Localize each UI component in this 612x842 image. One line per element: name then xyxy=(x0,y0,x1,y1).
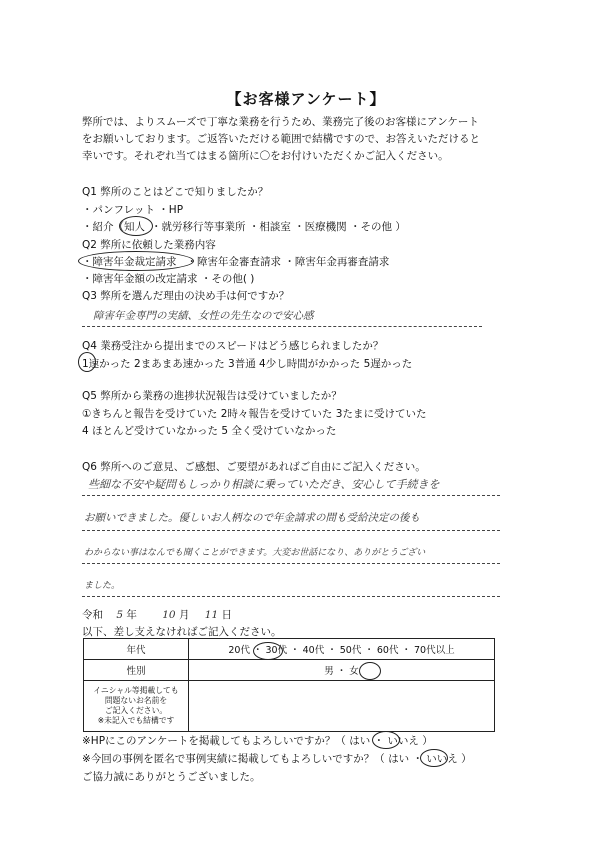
intro-line-3: 幸いです。それぞれ当てはまる箇所に〇をお付けいただくかご記入ください。 xyxy=(82,150,449,162)
hp-consent-question[interactable]: ※HPにこのアンケートを掲載してもよろしいですか？（ はい ・ いいえ ） xyxy=(82,735,433,747)
q6-answer-line-1[interactable]: 些細な不安や疑問もしっかり相談に乗っていただき、安心して手続きを xyxy=(88,478,440,491)
q4-selection-circle xyxy=(78,352,96,372)
intro-line-2: をお願いしております。ご返答いただける範囲で結構ですので、お答えいただけると xyxy=(82,133,480,145)
respondent-info-table xyxy=(83,638,495,732)
case-consent-circle xyxy=(420,749,448,767)
date-day-unit: 日 xyxy=(221,609,232,621)
q1-selected-acquaintance[interactable]: 知人 xyxy=(124,221,145,233)
date-line xyxy=(82,607,232,622)
q6-rule-1 xyxy=(82,495,500,496)
q3-question: Q3 弊所を選んだ理由の決め手は何ですか？ xyxy=(82,290,290,302)
date-year[interactable]: 5 xyxy=(116,609,124,621)
q6-question: Q6 弊所へのご意見、ご感想、ご要望があればご自由にご記入ください。 xyxy=(82,461,426,473)
gender-label: 性別 xyxy=(84,660,189,681)
q2-selected-option[interactable]: ・障害年金裁定請求 xyxy=(82,256,177,268)
age-row xyxy=(84,639,495,660)
intro-line-1: 弊所では、よりスムーズで丁寧な業務を行うため、業務完了後のお客様にアンケート xyxy=(82,116,479,128)
q6-rule-2 xyxy=(82,530,500,531)
q1-referral-prefix: ・紹介（ xyxy=(82,221,124,233)
q5-question: Q5 弊所から業務の進捗状況報告は受けていましたか？ xyxy=(82,390,342,402)
case-consent-question[interactable]: ※今回の事例を匿名で事例実績に掲載してもよろしいですか？（ はい ・ いいえ ） xyxy=(82,753,472,765)
hp-consent-circle xyxy=(372,731,400,749)
q4-options[interactable]: 1速かった 2まあまあ速かった 3普通 4少し時間がかかった 5遅かった xyxy=(82,358,413,370)
q2-question: Q2 弊所に依頼した業務内容 xyxy=(82,239,216,251)
q1-selection-circle xyxy=(119,216,153,236)
table-intro: 以下、差し支えなければご記入ください。 xyxy=(82,626,282,638)
q5-options-row1[interactable]: ①きちんと報告を受けていた 2時々報告を受けていた 3たまに受けていた xyxy=(82,408,427,420)
initial-input[interactable] xyxy=(189,681,495,732)
gender-selection-circle xyxy=(359,662,381,680)
date-month-unit: 月 xyxy=(178,609,190,621)
gender-options[interactable]: 男 ・ 女 xyxy=(189,660,495,681)
gender-row xyxy=(84,660,495,681)
initial-label-line-2: 問題ないお名前を xyxy=(104,696,168,705)
q5-options-row2[interactable]: 4 ほとんど受けていなかった 5 全く受けていなかった xyxy=(82,425,337,437)
q1-options-row1: ・パンフレット ・HP xyxy=(82,204,184,216)
age-label: 年代 xyxy=(84,639,189,660)
initial-label-line-3: ご記入ください。 xyxy=(104,706,168,715)
q6-rule-4 xyxy=(82,596,500,597)
q2-selection-circle xyxy=(78,251,194,271)
q4-question: Q4 業務受注から提出までのスピードはどう感じられましたか？ xyxy=(82,340,384,352)
q6-rule-3 xyxy=(82,563,500,564)
q2-options-row2: ・障害年金額の改定請求 ・その他( ) xyxy=(82,273,255,285)
age-options[interactable]: 20代 ・ 30代 ・ 40代 ・ 50代 ・ 60代 ・ 70代以上 xyxy=(189,639,495,660)
q1-referral-rest: ・就労移行等事業所 ・相談室 ・医療機関 ・その他 ） xyxy=(151,221,406,233)
q6-answer-line-3[interactable]: わからない事はなんでも聞くことができます。大変お世話になり、ありがとうござい xyxy=(84,548,426,558)
q2-options-rest: ・障害年金審査請求 ・障害年金再審査請求 xyxy=(186,256,390,268)
initial-label-line-1: イニシャル等掲載しても xyxy=(93,686,179,695)
q3-answer[interactable]: 障害年金専門の実績、女性の先生なので安心感 xyxy=(93,310,314,322)
q1-question: Q1 弊所のことはどこで知りましたか？ xyxy=(82,186,269,198)
date-month[interactable]: 10 xyxy=(162,609,176,621)
initial-row xyxy=(84,681,495,732)
thanks-message: ご協力誠にありがとうございました。 xyxy=(82,771,261,783)
date-era: 令和 xyxy=(82,609,103,621)
q6-answer-line-2[interactable]: お願いできました。優しいお人柄なので年金請求の間も受給決定の後も xyxy=(84,512,420,524)
page-title: 【お客様アンケート】 xyxy=(226,90,386,108)
q6-answer-line-4[interactable]: ました。 xyxy=(84,581,121,591)
initial-label-line-4: ※未記入でも結構です xyxy=(97,716,175,725)
date-year-unit: 年 xyxy=(126,609,137,621)
date-day[interactable]: 11 xyxy=(204,609,219,621)
age-selection-circle xyxy=(253,642,283,660)
q3-answer-line xyxy=(82,326,482,327)
initial-label xyxy=(84,681,189,732)
